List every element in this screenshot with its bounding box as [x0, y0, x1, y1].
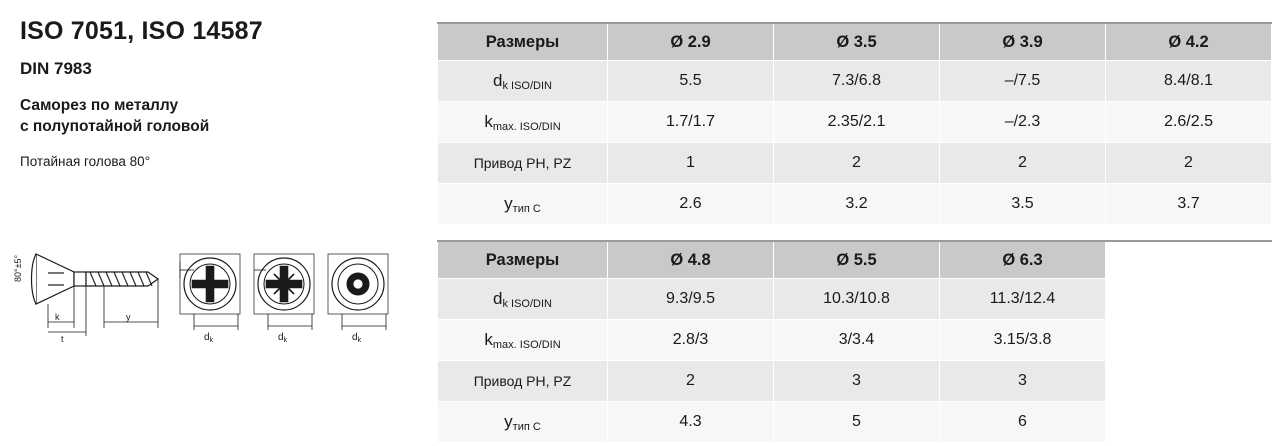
cell-dk-4-empty	[1106, 279, 1272, 320]
cell-dk-1: 5.5	[608, 61, 774, 102]
head-view-ph	[180, 254, 240, 342]
header-col-4-empty	[1106, 241, 1272, 279]
cell-dk-2: 7.3/6.8	[774, 61, 940, 102]
cell-k-2: 2.35/2.1	[774, 102, 940, 143]
cell-y-3: 3.5	[940, 184, 1106, 225]
row-label-k	[438, 102, 608, 143]
product-description-line2: с полупотайной головой	[20, 118, 210, 136]
row-label-drive: Привод PH, PZ	[438, 143, 608, 184]
cell-dk-2: 10.3/10.8	[774, 279, 940, 320]
dim-y-label: y	[126, 312, 131, 322]
row-label-k-sub: max. ISO/DIN	[492, 339, 561, 351]
row-label-dk	[438, 61, 608, 102]
cell-k-2: 3/3.4	[774, 320, 940, 361]
sizes-table-2	[437, 240, 1272, 443]
row-label-k-main: k	[484, 112, 493, 131]
cell-drive-3: 3	[940, 361, 1106, 402]
cell-y-1: 2.6	[608, 184, 774, 225]
table-row	[438, 279, 1272, 320]
sizes-table-2-wrap	[437, 240, 1272, 443]
cell-y-4-empty	[1106, 402, 1272, 443]
row-label-dk-sub: k ISO/DIN	[502, 80, 552, 92]
table-row	[438, 184, 1272, 225]
product-description	[20, 96, 420, 138]
standard-title: ISO 7051, ISO 14587	[20, 17, 263, 45]
dim-dk-2-label: $d_k$	[278, 332, 288, 342]
table-row	[438, 102, 1272, 143]
cell-y-2: 5	[774, 402, 940, 443]
cell-dk-4: 8.4/8.1	[1106, 61, 1272, 102]
table-row	[438, 61, 1272, 102]
product-info	[20, 18, 420, 169]
cell-drive-1: 2	[608, 361, 774, 402]
din-title: DIN 7983	[20, 58, 92, 78]
cell-k-4-empty	[1106, 320, 1272, 361]
dim-k-label: k	[55, 312, 60, 322]
row-label-dk-sub: k ISO/DIN	[502, 298, 552, 310]
header-col-4: Ø 4.2	[1106, 23, 1272, 61]
cell-drive-2: 2	[774, 143, 940, 184]
row-label-y	[438, 402, 608, 443]
dim-dk-3-label: $d_k$	[352, 332, 362, 342]
row-label-dk	[438, 279, 608, 320]
row-label-dk-main: d	[493, 71, 503, 90]
table-row	[438, 402, 1272, 443]
cell-k-1: 2.8/3	[608, 320, 774, 361]
cell-k-4: 2.6/2.5	[1106, 102, 1272, 143]
table-header-row	[438, 23, 1272, 61]
header-label: Размеры	[438, 241, 608, 279]
cell-dk-3: 11.3/12.4	[940, 279, 1106, 320]
cell-k-3: –/2.3	[940, 102, 1106, 143]
row-label-k-sub: max. ISO/DIN	[492, 121, 561, 133]
cell-y-3: 6	[940, 402, 1106, 443]
row-label-k	[438, 320, 608, 361]
head-view-torx	[328, 254, 388, 342]
cell-drive-2: 3	[774, 361, 940, 402]
screw-drawing-svg	[8, 232, 408, 342]
cell-dk-1: 9.3/9.5	[608, 279, 774, 320]
cell-y-4: 3.7	[1106, 184, 1272, 225]
screw-technical-drawing	[8, 232, 408, 342]
cell-drive-4-empty	[1106, 361, 1272, 402]
header-col-1: Ø 2.9	[608, 23, 774, 61]
row-label-y-main: y	[504, 194, 513, 213]
table-row	[438, 361, 1272, 402]
cell-drive-4: 2	[1106, 143, 1272, 184]
row-label-k-main: k	[484, 330, 493, 349]
cell-k-1: 1.7/1.7	[608, 102, 774, 143]
row-label-y	[438, 184, 608, 225]
row-label-y-sub: тип C	[512, 203, 541, 215]
sizes-table-1	[437, 22, 1272, 225]
cell-dk-3: –/7.5	[940, 61, 1106, 102]
header-col-2: Ø 3.5	[774, 23, 940, 61]
header-col-3: Ø 6.3	[940, 241, 1106, 279]
cell-k-3: 3.15/3.8	[940, 320, 1106, 361]
header-col-3: Ø 3.9	[940, 23, 1106, 61]
dim-t-label: t	[61, 334, 64, 342]
row-label-drive: Привод PH, PZ	[438, 361, 608, 402]
cell-drive-1: 1	[608, 143, 774, 184]
dim-dk-1-label: $d_k$	[204, 332, 214, 342]
table-header-row	[438, 241, 1272, 279]
table-row	[438, 320, 1272, 361]
header-col-2: Ø 5.5	[774, 241, 940, 279]
sizes-table-1-wrap	[437, 22, 1272, 225]
row-label-y-main: y	[504, 412, 513, 431]
header-label: Размеры	[438, 23, 608, 61]
cell-y-2: 3.2	[774, 184, 940, 225]
cell-drive-3: 2	[940, 143, 1106, 184]
head-angle-note: Потайная голова 80°	[20, 154, 151, 170]
cell-y-1: 4.3	[608, 402, 774, 443]
table-row	[438, 143, 1272, 184]
row-label-dk-main: d	[493, 289, 503, 308]
head-view-pz	[254, 254, 314, 342]
product-description-line1: Саморез по металлу	[20, 97, 179, 115]
header-col-1: Ø 4.8	[608, 241, 774, 279]
row-label-y-sub: тип C	[512, 421, 541, 433]
screw-side-view	[32, 254, 159, 304]
angle-label: 80°±5°	[13, 254, 23, 282]
